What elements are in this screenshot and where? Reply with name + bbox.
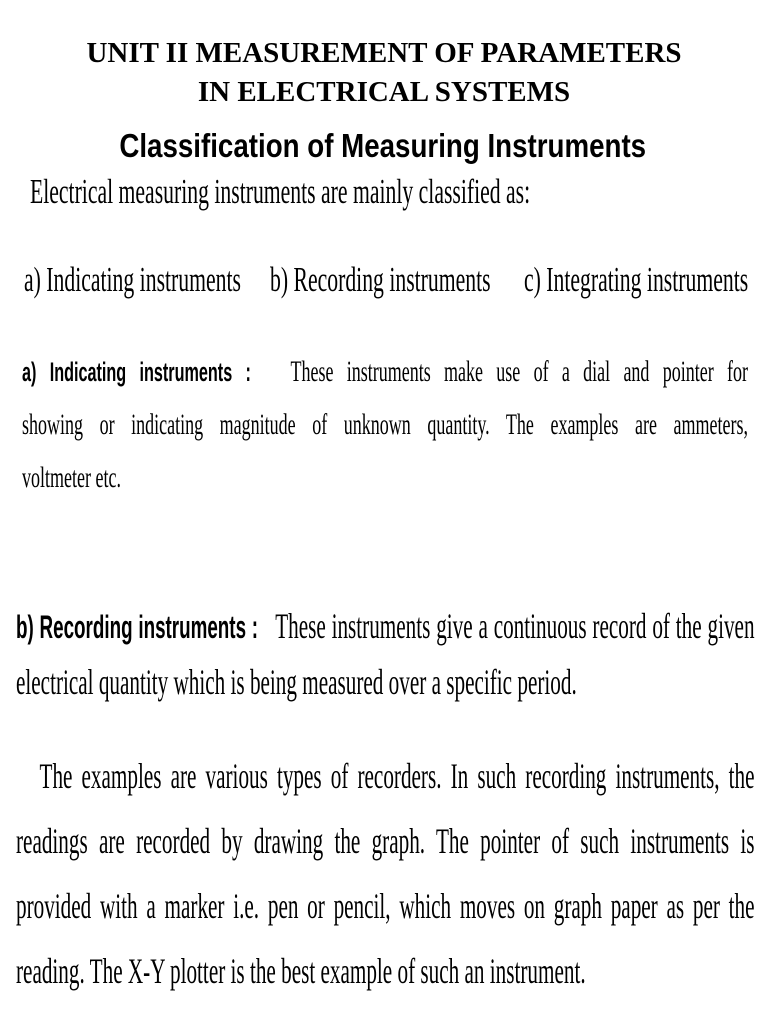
intro-text: Electrical measuring instruments are mainly classified as: xyxy=(30,172,531,211)
class-recording: b) Recording instruments xyxy=(270,260,491,299)
indicating-line-3: voltmeter etc. xyxy=(22,461,121,494)
indicating-line-1 xyxy=(22,345,748,398)
indicating-paragraph xyxy=(22,345,768,504)
examples-line-4: reading. The X-Y plotter is the best example of such an instrument. xyxy=(16,951,586,991)
class-indicating: a) Indicating instruments xyxy=(24,260,241,299)
recording-line-1 xyxy=(16,598,755,654)
class-integrating: c) Integrating instruments xyxy=(524,260,749,299)
examples-paragraph xyxy=(16,744,768,1004)
examples-line-2: readings are recorded by drawing the graph. The pointer of such instruments is xyxy=(16,821,755,861)
section-heading: Classification of Measuring Instruments xyxy=(119,127,647,164)
examples-line-1: The examples are various types of recorders. In such recording instruments, the xyxy=(39,756,755,796)
indicating-line-2: showing or indicating magnitude of unknown quantity. The examples are ammeters, xyxy=(22,408,748,441)
unit-title-line-2: IN ELECTRICAL SYSTEMS xyxy=(197,76,571,108)
recording-text-1: These instruments give a continuous record of the given xyxy=(275,606,755,646)
indicating-text-1: These instruments make use of a dial and pointer for xyxy=(290,355,748,388)
unit-title-line-1: UNIT II MEASUREMENT OF PARAMETERS xyxy=(86,37,682,69)
indicating-label: a) Indicating instruments : xyxy=(22,357,251,387)
recording-paragraph xyxy=(16,598,768,710)
unit-title xyxy=(0,34,768,112)
recording-line-2: electrical quantity which is being measured over a specific period. xyxy=(16,662,577,702)
recording-label: b) Recording instruments : xyxy=(16,609,259,645)
examples-line-3: provided with a marker i.e. pen or pencil, which moves on graph paper as per the xyxy=(16,886,755,926)
